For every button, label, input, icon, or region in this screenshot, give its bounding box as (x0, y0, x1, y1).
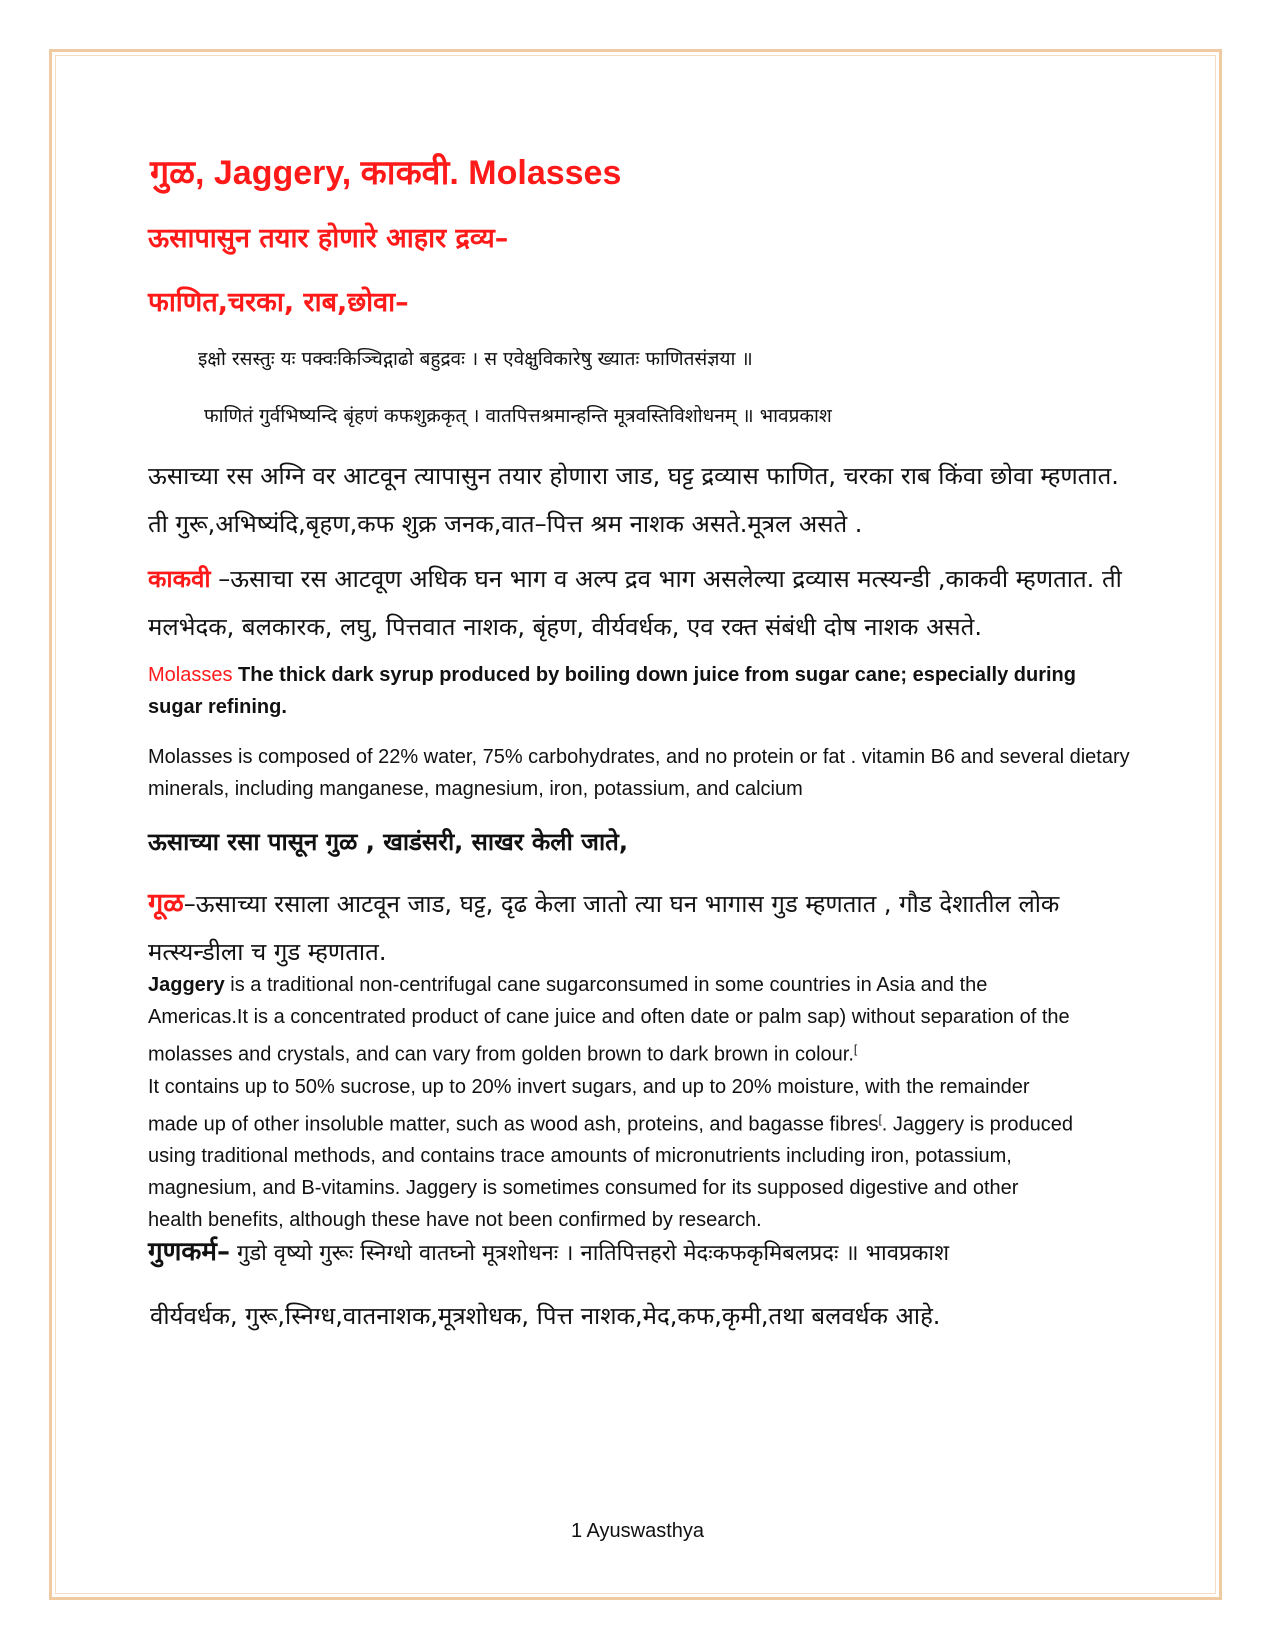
molasses-definition-paragraph (148, 659, 1133, 723)
jaggery-label: Jaggery (148, 974, 225, 996)
page-title: गुळ, Jaggery, काकवी. Molasses (150, 154, 622, 192)
jaggery-paragraph-2 (148, 1071, 1078, 1237)
heading-juice-products: ऊसाच्या रसा पासून गुळ , खाडंसरी, साखर केली जाते, (148, 828, 628, 856)
shloka-phanit-properties: फाणितं गुर्वभिष्यन्दि बृंहणं कफशुक्रकृत् । वातपित्तश्रमान्हन्ति मूत्रवस्तिविशोधनम् ॥ भावप्रकाश (204, 405, 832, 427)
heading-phanit: फाणित,चरका, राब,छोवा– (148, 287, 409, 318)
shloka-phanit-definition: इक्षो रसस्तुः यः पक्वःकिञ्चिद्गाढो बहुद्रवः । स एवेक्षुविकारेषु ख्यातः फाणितसंज्ञया ॥ (198, 348, 753, 370)
phanit-description (148, 452, 1133, 548)
kakvi-description: –ऊसाचा रस आटवूण अधिक घन भाग व अल्प द्रव भाग असलेल्या द्रव्यास मत्स्यन्डी ,काकवी म्हणतात. ती मलभेदक, बलकारक, लघु, पित्तवात नाशक, बृंहण, वीर्यवर्धक, एव रक्त संबंधी दोष नाशक असते. (148, 565, 1122, 641)
kakvi-label: काकवी (148, 565, 211, 593)
jaggery-description (148, 969, 1078, 1236)
molasses-definition: The thick dark syrup produced by boiling down juice from sugar cane; especially during sugar refining. (148, 664, 1076, 718)
gul-description: –ऊसाच्या रसाला आटवून जाड, घट्ट, दृढ केला जातो त्या घन भागास गुड म्हणतात , गौड देशातील लोक मत्स्यन्डीला च गुड म्हणतात. (148, 890, 1060, 966)
phanit-description-text: ऊसाच्या रस अग्नि वर आटवून त्यापासुन तयार होणारा जाड, घट्ट द्रव्यास फाणित, चरका राब किंवा छोवा म्हणतात. ती गुरू,अभिष्यंदि,बृहण,कफ शुक्र जनक,वात–पित्त श्रम नाशक असते.मूत्रल असते . (148, 462, 1119, 538)
gunakarma-shloka: गुडो वृष्यो गुरूः स्निग्धो वातघ्नो मूत्रशोधनः । नातिपित्तहरो मेदःकफकृमिबलप्रदः ॥ भावप्रकाश (229, 1241, 950, 1266)
molasses-composition: Molasses is composed of 22% water, 75% carbohydrates, and no protein or fat . vitamin B6 and several dietary minerals, including manganese, magnesium, iron, potassium, and calcium (148, 746, 1130, 800)
jaggery-paragraph-1 (148, 969, 1078, 1071)
molasses-label: Molasses (148, 664, 233, 686)
gunakarma-paragraph (148, 1228, 1133, 1278)
kakvi-paragraph (148, 555, 1133, 651)
gunakarma-summary: वीर्यवर्धक, गुरू,स्निग्ध,वातनाशक,मूत्रशोधक, पित्त नाशक,मेद,कफ,कृमी,तथा बलवर्धक आहे. (150, 1302, 941, 1330)
reference-mark: [ (853, 1042, 858, 1056)
gunakarma-label: गुणकर्म– (148, 1237, 230, 1267)
reference-mark: [ (878, 1111, 882, 1126)
gul-paragraph (148, 880, 1133, 976)
jaggery-text-2a: It contains up to 50% sucrose, up to 20% invert sugars, and up to 20% moisture, with the remainder made up of other insoluble matter, such as wood ash, proteins, and bagasse fibres (148, 1075, 1030, 1136)
page-footer: 1 Ayuswasthya (570, 1520, 705, 1542)
jaggery-text-1: is a traditional non-centrifugal cane sugarconsumed in some countries in Asia and the Americas.It is a concentrated product of cane juice and often date or palm sap) without separation of the molasses and crystals, and can vary from golden brown to dark brown in colour. (148, 974, 1070, 1066)
heading-sugarcane-products: ऊसापासुन तयार होणारे आहार द्रव्य– (148, 223, 509, 254)
gul-label: गूळ (148, 888, 184, 919)
jaggery-text-2b: . Jaggery is produced using traditional methods, and contains trace amounts of micronutrients including iron, potassium, magnesium, and B-vitamins. Jaggery is sometimes consumed for its supposed digestive and other health benefits, although these have not been confirmed by research. (148, 1113, 1074, 1232)
